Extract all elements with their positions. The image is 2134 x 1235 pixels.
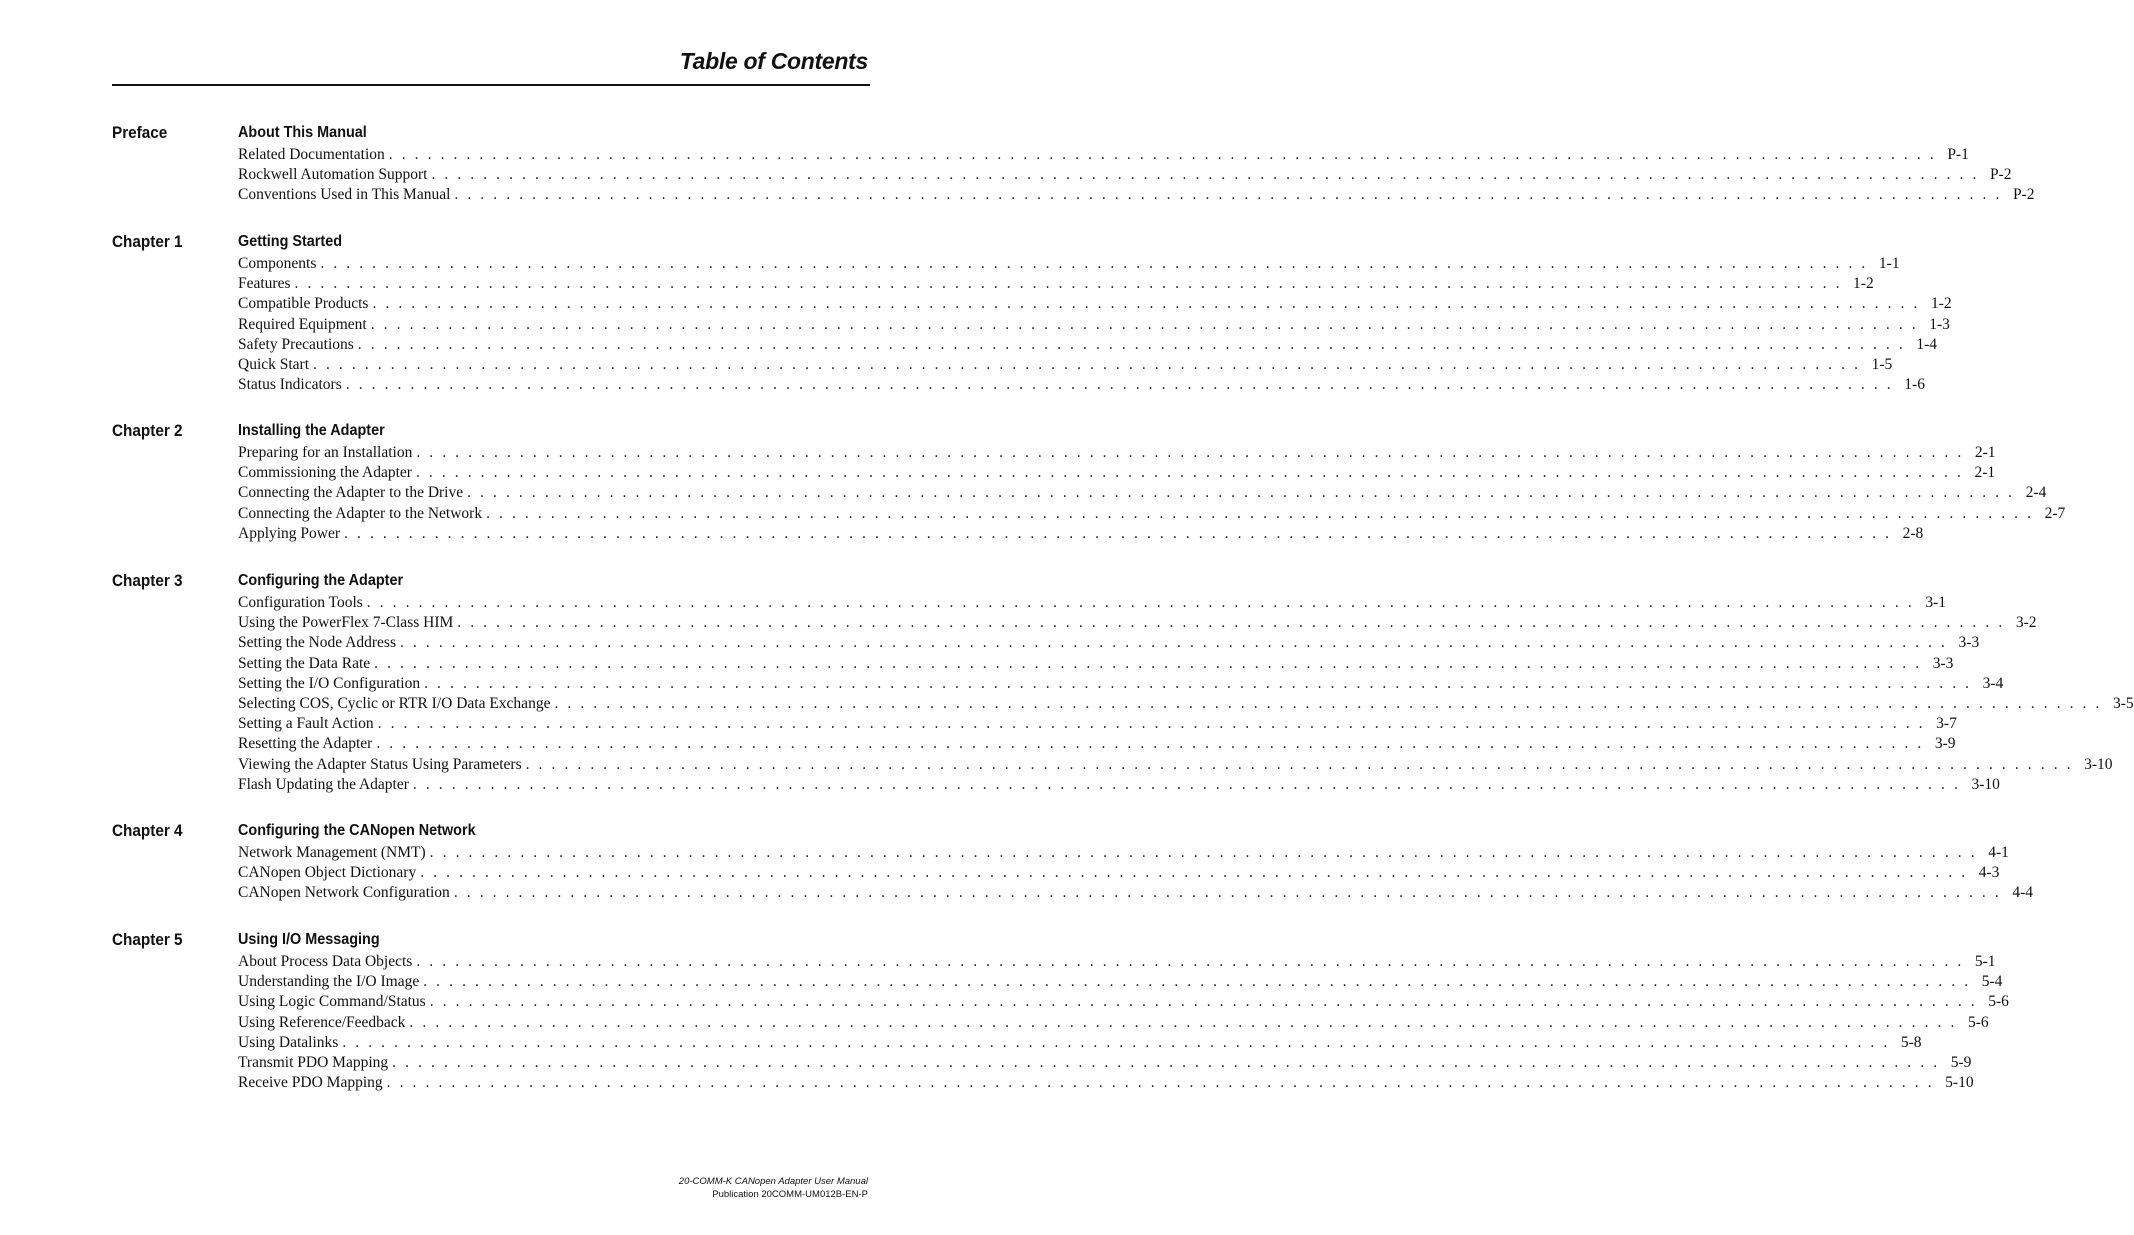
dot-leader: . . . . . . . . . . . . . . . . . . . . . . . . . . . . . . . . . . . . . . . . . . . . . . . . . . . . . . . . . . . . . . . . . . . . . . . . . . . . . . . . . . . . . . . . . . . . . . . . . . . . . . . . . . . . . . . . . . . . . . . . <box>415 464 1964 482</box>
section-heading[interactable]: Using I/O Messaging <box>238 931 380 948</box>
toc-entry-page-number: 1-2 <box>1853 275 1874 293</box>
toc-entry-page-number: 1-3 <box>1929 315 1950 333</box>
toc-entry[interactable] <box>238 443 1996 463</box>
section-heading[interactable]: Configuring the Adapter <box>238 572 404 589</box>
toc-entry[interactable] <box>238 165 2012 185</box>
dot-leader: . . . . . . . . . . . . . . . . . . . . . . . . . . . . . . . . . . . . . . . . . . . . . . . . . . . . . . . . . . . . . . . . . . . . . . . . . . . . . . . . . . . . . . . . . . . . . . . . . . . . . . . . . . . . . . . . . . . . . . . . <box>370 315 1919 333</box>
toc-entry[interactable] <box>238 375 1925 395</box>
dot-leader: . . . . . . . . . . . . . . . . . . . . . . . . . . . . . . . . . . . . . . . . . . . . . . . . . . . . . . . . . . . . . . . . . . . . . . . . . . . . . . . . . . . . . . . . . . . . . . . . . . . . . . . . . . . . . . . . . . . . . . . . <box>424 674 1972 692</box>
toc-entry[interactable] <box>238 1013 1989 1033</box>
toc-entry-page-number: 4-3 <box>1978 864 2000 882</box>
page-footer <box>679 1175 868 1201</box>
toc-entry-page-number: 5-1 <box>1974 953 1996 970</box>
dot-leader: . . . . . . . . . . . . . . . . . . . . . . . . . . . . . . . . . . . . . . . . . . . . . . . . . . . . . . . . . . . . . . . . . . . . . . . . . . . . . . . . . . . . . . . . . . . . . . . . . . . . . . . . . . . . . . . . . . . . . . . . <box>431 166 1979 184</box>
dot-leader: . . . . . . . . . . . . . . . . . . . . . . . . . . . . . . . . . . . . . . . . . . . . . . . . . . . . . . . . . . . . . . . . . . . . . . . . . . . . . . . . . . . . . . . . . . . . . . . . . . . . . . . . . . . . . . . . . . . . . . . . <box>344 524 1892 542</box>
toc-entry-list <box>238 593 2134 795</box>
toc-entry-page-number: 3-3 <box>1958 634 1980 652</box>
toc-entry-title: CANopen Object Dictionary <box>238 864 417 882</box>
toc-entry-page-number: 4-1 <box>1988 844 2009 861</box>
title-divider <box>112 84 870 86</box>
toc-entry-title: Using Datalinks <box>238 1033 339 1051</box>
toc-entry[interactable] <box>238 1033 1922 1053</box>
section-heading[interactable]: Getting Started <box>238 233 343 250</box>
dot-leader: . . . . . . . . . . . . . . . . . . . . . . . . . . . . . . . . . . . . . . . . . . . . . . . . . . . . . . . . . . . . . . . . . . . . . . . . . . . . . . . . . . . . . . . . . . . . . . . . . . . . . . . . . . . . . . . . . . . . . . . . <box>554 694 2102 712</box>
toc-entry-page-number: 3-4 <box>1982 674 2004 692</box>
toc-entry[interactable] <box>238 775 2000 795</box>
toc-entry-page-number: 2-4 <box>2025 484 2047 502</box>
section-label: Chapter 2 <box>112 421 183 440</box>
toc-entry-page-number: 3-10 <box>2084 755 2113 773</box>
toc-entry-title: About Process Data Objects <box>238 953 413 970</box>
toc-entry-title: Configuration Tools <box>238 594 363 611</box>
toc-entry[interactable] <box>238 694 2134 714</box>
toc-entry-title: Transmit PDO Mapping <box>238 1053 389 1071</box>
dot-leader: . . . . . . . . . . . . . . . . . . . . . . . . . . . . . . . . . . . . . . . . . . . . . . . . . . . . . . . . . . . . . . . . . . . . . . . . . . . . . . . . . . . . . . . . . . . . . . . . . . . . . . . . . . . . . . . . . . . . . . . . <box>357 335 1906 353</box>
toc-entry-list <box>238 952 2009 1093</box>
dot-leader: . . . . . . . . . . . . . . . . . . . . . . . . . . . . . . . . . . . . . . . . . . . . . . . . . . . . . . . . . . . . . . . . . . . . . . . . . . . . . . . . . . . . . . . . . . . . . . . . . . . . . . . . . . . . . . . . . . . . . . . . <box>467 484 2015 502</box>
toc-entry-title: Using Logic Command/Status <box>238 993 426 1011</box>
toc-entry[interactable] <box>238 504 2066 524</box>
toc-entry-title: Quick Start <box>238 355 310 373</box>
toc-entry-title: Related Documentation <box>238 146 385 163</box>
toc-entry[interactable] <box>238 463 1996 483</box>
toc-entry-page-number: 5-4 <box>1981 973 2003 991</box>
toc-entry-title: Using the PowerFlex 7-Class HIM <box>238 614 454 632</box>
toc-entry[interactable] <box>238 734 1956 754</box>
toc-entry-title: Conventions Used in This Manual <box>238 186 451 204</box>
dot-leader: . . . . . . . . . . . . . . . . . . . . . . . . . . . . . . . . . . . . . . . . . . . . . . . . . . . . . . . . . . . . . . . . . . . . . . . . . . . . . . . . . . . . . . . . . . . . . . . . . . . . . . . . . . . . . . . . . . . . . . . . <box>342 1033 1890 1051</box>
toc-entry-page-number: 2-7 <box>2044 504 2066 522</box>
toc-entry-title: Setting the Node Address <box>238 634 396 652</box>
toc-entry-page-number: 2-1 <box>1974 444 1996 461</box>
toc-entry-title: Required Equipment <box>238 315 367 333</box>
toc-entry[interactable] <box>238 972 2003 992</box>
toc-entry[interactable] <box>238 992 2009 1012</box>
dot-leader: . . . . . . . . . . . . . . . . . . . . . . . . . . . . . . . . . . . . . . . . . . . . . . . . . . . . . . . . . . . . . . . . . . . . . . . . . . . . . . . . . . . . . . . . . . . . . . . . . . . . . . . . . . . . . . . . . . . . . . . . <box>320 255 1868 272</box>
toc-entry-page-number: 5-10 <box>1945 1074 1974 1092</box>
toc-entry-page-number: 2-1 <box>1974 464 1996 482</box>
section-heading[interactable]: About This Manual <box>238 124 367 141</box>
toc-entry-title: Status Indicators <box>238 376 342 394</box>
dot-leader: . . . . . . . . . . . . . . . . . . . . . . . . . . . . . . . . . . . . . . . . . . . . . . . . . . . . . . . . . . . . . . . . . . . . . . . . . . . . . . . . . . . . . . . . . . . . . . . . . . . . . . . . . . . . . . . . . . . . . . . . <box>294 275 1843 293</box>
toc-entry-page-number: 5-6 <box>1988 993 2009 1011</box>
toc-entry-page-number: 3-10 <box>1971 775 2000 793</box>
toc-entry-page-number: 1-6 <box>1904 376 1925 394</box>
toc-entry-page-number: 4-4 <box>2012 884 2034 902</box>
toc-entry[interactable] <box>238 1073 1974 1093</box>
toc-entry-title: Setting a Fault Action <box>238 715 374 733</box>
toc-entry-page-number: 5-9 <box>1950 1053 1972 1071</box>
dot-leader: . . . . . . . . . . . . . . . . . . . . . . . . . . . . . . . . . . . . . . . . . . . . . . . . . . . . . . . . . . . . . . . . . . . . . . . . . . . . . . . . . . . . . . . . . . . . . . . . . . . . . . . . . . . . . . . . . . . . . . . . <box>313 355 1861 373</box>
toc-entry-title: Safety Precautions <box>238 335 354 353</box>
dot-leader: . . . . . . . . . . . . . . . . . . . . . . . . . . . . . . . . . . . . . . . . . . . . . . . . . . . . . . . . . . . . . . . . . . . . . . . . . . . . . . . . . . . . . . . . . . . . . . . . . . . . . . . . . . . . . . . . . . . . . . . . <box>376 735 1924 753</box>
toc-entry-title: Setting the Data Rate <box>238 654 371 672</box>
toc-entry-page-number: 3-5 <box>2112 694 2134 712</box>
dot-leader: . . . . . . . . . . . . . . . . . . . . . . . . . . . . . . . . . . . . . . . . . . . . . . . . . . . . . . . . . . . . . . . . . . . . . . . . . . . . . . . . . . . . . . . . . . . . . . . . . . . . . . . . . . . . . . . . . . . . . . . . <box>429 844 1978 861</box>
toc-entry[interactable] <box>238 274 1874 294</box>
section-label: Preface <box>112 123 168 142</box>
toc-entry-title: Setting the I/O Configuration <box>238 674 421 692</box>
toc-entry-title: Features <box>238 275 291 293</box>
toc-entry-title: Using Reference/Feedback <box>238 1013 406 1031</box>
toc-entry-page-number: 5-8 <box>1900 1033 1922 1051</box>
dot-leader: . . . . . . . . . . . . . . . . . . . . . . . . . . . . . . . . . . . . . . . . . . . . . . . . . . . . . . . . . . . . . . . . . . . . . . . . . . . . . . . . . . . . . . . . . . . . . . . . . . . . . . . . . . . . . . . . . . . . . . . . <box>392 1053 1940 1071</box>
toc-entry-list <box>238 843 2034 904</box>
toc-entry-page-number: P-2 <box>2012 186 2035 204</box>
dot-leader: . . . . . . . . . . . . . . . . . . . . . . . . . . . . . . . . . . . . . . . . . . . . . . . . . . . . . . . . . . . . . . . . . . . . . . . . . . . . . . . . . . . . . . . . . . . . . . . . . . . . . . . . . . . . . . . . . . . . . . . . <box>454 186 2002 204</box>
toc-entry-title: Connecting the Adapter to the Drive <box>238 484 464 502</box>
toc-entry-title: Understanding the I/O Image <box>238 973 420 991</box>
dot-leader: . . . . . . . . . . . . . . . . . . . . . . . . . . . . . . . . . . . . . . . . . . . . . . . . . . . . . . . . . . . . . . . . . . . . . . . . . . . . . . . . . . . . . . . . . . . . . . . . . . . . . . . . . . . . . . . . . . . . . . . . <box>345 376 1894 394</box>
dot-leader: . . . . . . . . . . . . . . . . . . . . . . . . . . . . . . . . . . . . . . . . . . . . . . . . . . . . . . . . . . . . . . . . . . . . . . . . . . . . . . . . . . . . . . . . . . . . . . . . . . . . . . . . . . . . . . . . . . . . . . . . <box>429 993 1978 1011</box>
toc-entry[interactable] <box>238 843 2009 863</box>
toc-entry[interactable] <box>238 185 2035 205</box>
dot-leader: . . . . . . . . . . . . . . . . . . . . . . . . . . . . . . . . . . . . . . . . . . . . . . . . . . . . . . . . . . . . . . . . . . . . . . . . . . . . . . . . . . . . . . . . . . . . . . . . . . . . . . . . . . . . . . . . . . . . . . . . <box>420 864 1968 882</box>
section-label: Chapter 3 <box>112 571 183 590</box>
dot-leader: . . . . . . . . . . . . . . . . . . . . . . . . . . . . . . . . . . . . . . . . . . . . . . . . . . . . . . . . . . . . . . . . . . . . . . . . . . . . . . . . . . . . . . . . . . . . . . . . . . . . . . . . . . . . . . . . . . . . . . . . <box>388 146 1937 163</box>
toc-entry[interactable] <box>238 254 1900 274</box>
footer-publication-number: Publication 20COMM-UM012B-EN-P <box>712 1189 868 1200</box>
toc-entry[interactable] <box>238 1053 1972 1073</box>
toc-entry-page-number: 3-7 <box>1936 715 1957 733</box>
section-label: Chapter 5 <box>112 930 183 949</box>
dot-leader: . . . . . . . . . . . . . . . . . . . . . . . . . . . . . . . . . . . . . . . . . . . . . . . . . . . . . . . . . . . . . . . . . . . . . . . . . . . . . . . . . . . . . . . . . . . . . . . . . . . . . . . . . . . . . . . . . . . . . . . . <box>400 634 1948 652</box>
section-heading[interactable]: Configuring the CANopen Network <box>238 822 476 839</box>
toc-entry[interactable] <box>238 633 1980 653</box>
toc-entry-title: Network Management (NMT) <box>238 844 426 861</box>
toc-entry[interactable] <box>238 883 2034 903</box>
toc-entry-page-number: 1-2 <box>1930 295 1952 313</box>
dot-leader: . . . . . . . . . . . . . . . . . . . . . . . . . . . . . . . . . . . . . . . . . . . . . . . . . . . . . . . . . . . . . . . . . . . . . . . . . . . . . . . . . . . . . . . . . . . . . . . . . . . . . . . . . . . . . . . . . . . . . . . . <box>372 295 1920 313</box>
toc-entry-page-number: 3-3 <box>1932 654 1954 672</box>
footer-manual-title: 20-COMM-K CANopen Adapter User Manual <box>678 1176 868 1187</box>
dot-leader: . . . . . . . . . . . . . . . . . . . . . . . . . . . . . . . . . . . . . . . . . . . . . . . . . . . . . . . . . . . . . . . . . . . . . . . . . . . . . . . . . . . . . . . . . . . . . . . . . . . . . . . . . . . . . . . . . . . . . . . . <box>453 884 2002 902</box>
toc-entry-title: Selecting COS, Cyclic or RTR I/O Data Exchange <box>238 694 551 712</box>
dot-leader: . . . . . . . . . . . . . . . . . . . . . . . . . . . . . . . . . . . . . . . . . . . . . . . . . . . . . . . . . . . . . . . . . . . . . . . . . . . . . . . . . . . . . . . . . . . . . . . . . . . . . . . . . . . . . . . . . . . . . . . . <box>366 594 1915 611</box>
toc-entry-list <box>238 145 2035 206</box>
toc-entry[interactable] <box>238 613 2037 633</box>
toc-entry[interactable] <box>238 593 1946 613</box>
toc-entry-title: Flash Updating the Adapter <box>238 775 409 793</box>
toc-entry-page-number: 1-1 <box>1878 255 1900 272</box>
toc-entry[interactable] <box>238 355 1893 375</box>
toc-entry-title: Applying Power <box>238 524 341 542</box>
toc-entry[interactable] <box>238 952 1996 972</box>
toc-entry[interactable] <box>238 674 2004 694</box>
toc-entry-title: Connecting the Adapter to the Network <box>238 504 483 522</box>
toc-entry[interactable] <box>238 335 1937 355</box>
toc-entry-title: Viewing the Adapter Status Using Parameters <box>238 755 522 773</box>
toc-entry-title: Commissioning the Adapter <box>238 464 412 482</box>
toc-entry[interactable] <box>238 755 2113 775</box>
page-title: Table of Contents <box>679 48 868 74</box>
toc-entry[interactable] <box>238 145 1969 165</box>
toc-entry-page-number: P-1 <box>1947 146 1969 163</box>
section-label: Chapter 4 <box>112 821 183 840</box>
toc-entry-title: CANopen Network Configuration <box>238 884 450 902</box>
dot-leader: . . . . . . . . . . . . . . . . . . . . . . . . . . . . . . . . . . . . . . . . . . . . . . . . . . . . . . . . . . . . . . . . . . . . . . . . . . . . . . . . . . . . . . . . . . . . . . . . . . . . . . . . . . . . . . . . . . . . . . . . <box>377 715 1926 733</box>
toc-entry-page-number: 5-6 <box>1967 1013 1989 1031</box>
toc-entry-title: Preparing for an Installation <box>238 444 413 461</box>
dot-leader: . . . . . . . . . . . . . . . . . . . . . . . . . . . . . . . . . . . . . . . . . . . . . . . . . . . . . . . . . . . . . . . . . . . . . . . . . . . . . . . . . . . . . . . . . . . . . . . . . . . . . . . . . . . . . . . . . . . . . . . . <box>416 953 1964 970</box>
dot-leader: . . . . . . . . . . . . . . . . . . . . . . . . . . . . . . . . . . . . . . . . . . . . . . . . . . . . . . . . . . . . . . . . . . . . . . . . . . . . . . . . . . . . . . . . . . . . . . . . . . . . . . . . . . . . . . . . . . . . . . . . <box>374 654 1922 672</box>
toc-entry[interactable] <box>238 315 1950 335</box>
toc-entry-page-number: 3-2 <box>2015 614 2037 632</box>
toc-entry-title: Receive PDO Mapping <box>238 1074 383 1092</box>
toc-entry-page-number: 3-9 <box>1934 735 1956 753</box>
section-heading[interactable]: Installing the Adapter <box>238 422 385 439</box>
toc-entry-page-number: 3-1 <box>1925 594 1946 611</box>
dot-leader: . . . . . . . . . . . . . . . . . . . . . . . . . . . . . . . . . . . . . . . . . . . . . . . . . . . . . . . . . . . . . . . . . . . . . . . . . . . . . . . . . . . . . . . . . . . . . . . . . . . . . . . . . . . . . . . . . . . . . . . . <box>423 973 1971 991</box>
toc-entry-list <box>238 443 2066 544</box>
dot-leader: . . . . . . . . . . . . . . . . . . . . . . . . . . . . . . . . . . . . . . . . . . . . . . . . . . . . . . . . . . . . . . . . . . . . . . . . . . . . . . . . . . . . . . . . . . . . . . . . . . . . . . . . . . . . . . . . . . . . . . . . <box>409 1013 1957 1031</box>
toc-entry[interactable] <box>238 483 2047 503</box>
section-label: Chapter 1 <box>112 232 183 251</box>
toc-entry[interactable] <box>238 714 1957 734</box>
dot-leader: . . . . . . . . . . . . . . . . . . . . . . . . . . . . . . . . . . . . . . . . . . . . . . . . . . . . . . . . . . . . . . . . . . . . . . . . . . . . . . . . . . . . . . . . . . . . . . . . . . . . . . . . . . . . . . . . . . . . . . . . <box>416 444 1964 461</box>
dot-leader: . . . . . . . . . . . . . . . . . . . . . . . . . . . . . . . . . . . . . . . . . . . . . . . . . . . . . . . . . . . . . . . . . . . . . . . . . . . . . . . . . . . . . . . . . . . . . . . . . . . . . . . . . . . . . . . . . . . . . . . . <box>457 614 2005 632</box>
dot-leader: . . . . . . . . . . . . . . . . . . . . . . . . . . . . . . . . . . . . . . . . . . . . . . . . . . . . . . . . . . . . . . . . . . . . . . . . . . . . . . . . . . . . . . . . . . . . . . . . . . . . . . . . . . . . . . . . . . . . . . . . <box>486 504 2034 522</box>
toc-entry-title: Components <box>238 255 317 272</box>
toc-entry-page-number: 1-5 <box>1871 355 1893 373</box>
toc-entry[interactable] <box>238 294 1952 314</box>
toc-entry[interactable] <box>238 863 2000 883</box>
dot-leader: . . . . . . . . . . . . . . . . . . . . . . . . . . . . . . . . . . . . . . . . . . . . . . . . . . . . . . . . . . . . . . . . . . . . . . . . . . . . . . . . . . . . . . . . . . . . . . . . . . . . . . . . . . . . . . . . . . . . . . . . <box>386 1074 1935 1092</box>
toc-entry[interactable] <box>238 524 1924 544</box>
toc-entry-page-number: P-2 <box>1989 166 2012 184</box>
toc-entry-page-number: 2-8 <box>1902 524 1924 542</box>
toc-entry[interactable] <box>238 654 1954 674</box>
toc-entry-title: Rockwell Automation Support <box>238 166 428 184</box>
toc-entry-list <box>238 254 1952 395</box>
toc-entry-title: Compatible Products <box>238 295 369 313</box>
dot-leader: . . . . . . . . . . . . . . . . . . . . . . . . . . . . . . . . . . . . . . . . . . . . . . . . . . . . . . . . . . . . . . . . . . . . . . . . . . . . . . . . . . . . . . . . . . . . . . . . . . . . . . . . . . . . . . . . . . . . . . . . <box>525 755 2074 773</box>
dot-leader: . . . . . . . . . . . . . . . . . . . . . . . . . . . . . . . . . . . . . . . . . . . . . . . . . . . . . . . . . . . . . . . . . . . . . . . . . . . . . . . . . . . . . . . . . . . . . . . . . . . . . . . . . . . . . . . . . . . . . . . . <box>412 775 1961 793</box>
toc-entry-page-number: 1-4 <box>1916 335 1937 353</box>
toc-entry-title: Resetting the Adapter <box>238 735 373 753</box>
